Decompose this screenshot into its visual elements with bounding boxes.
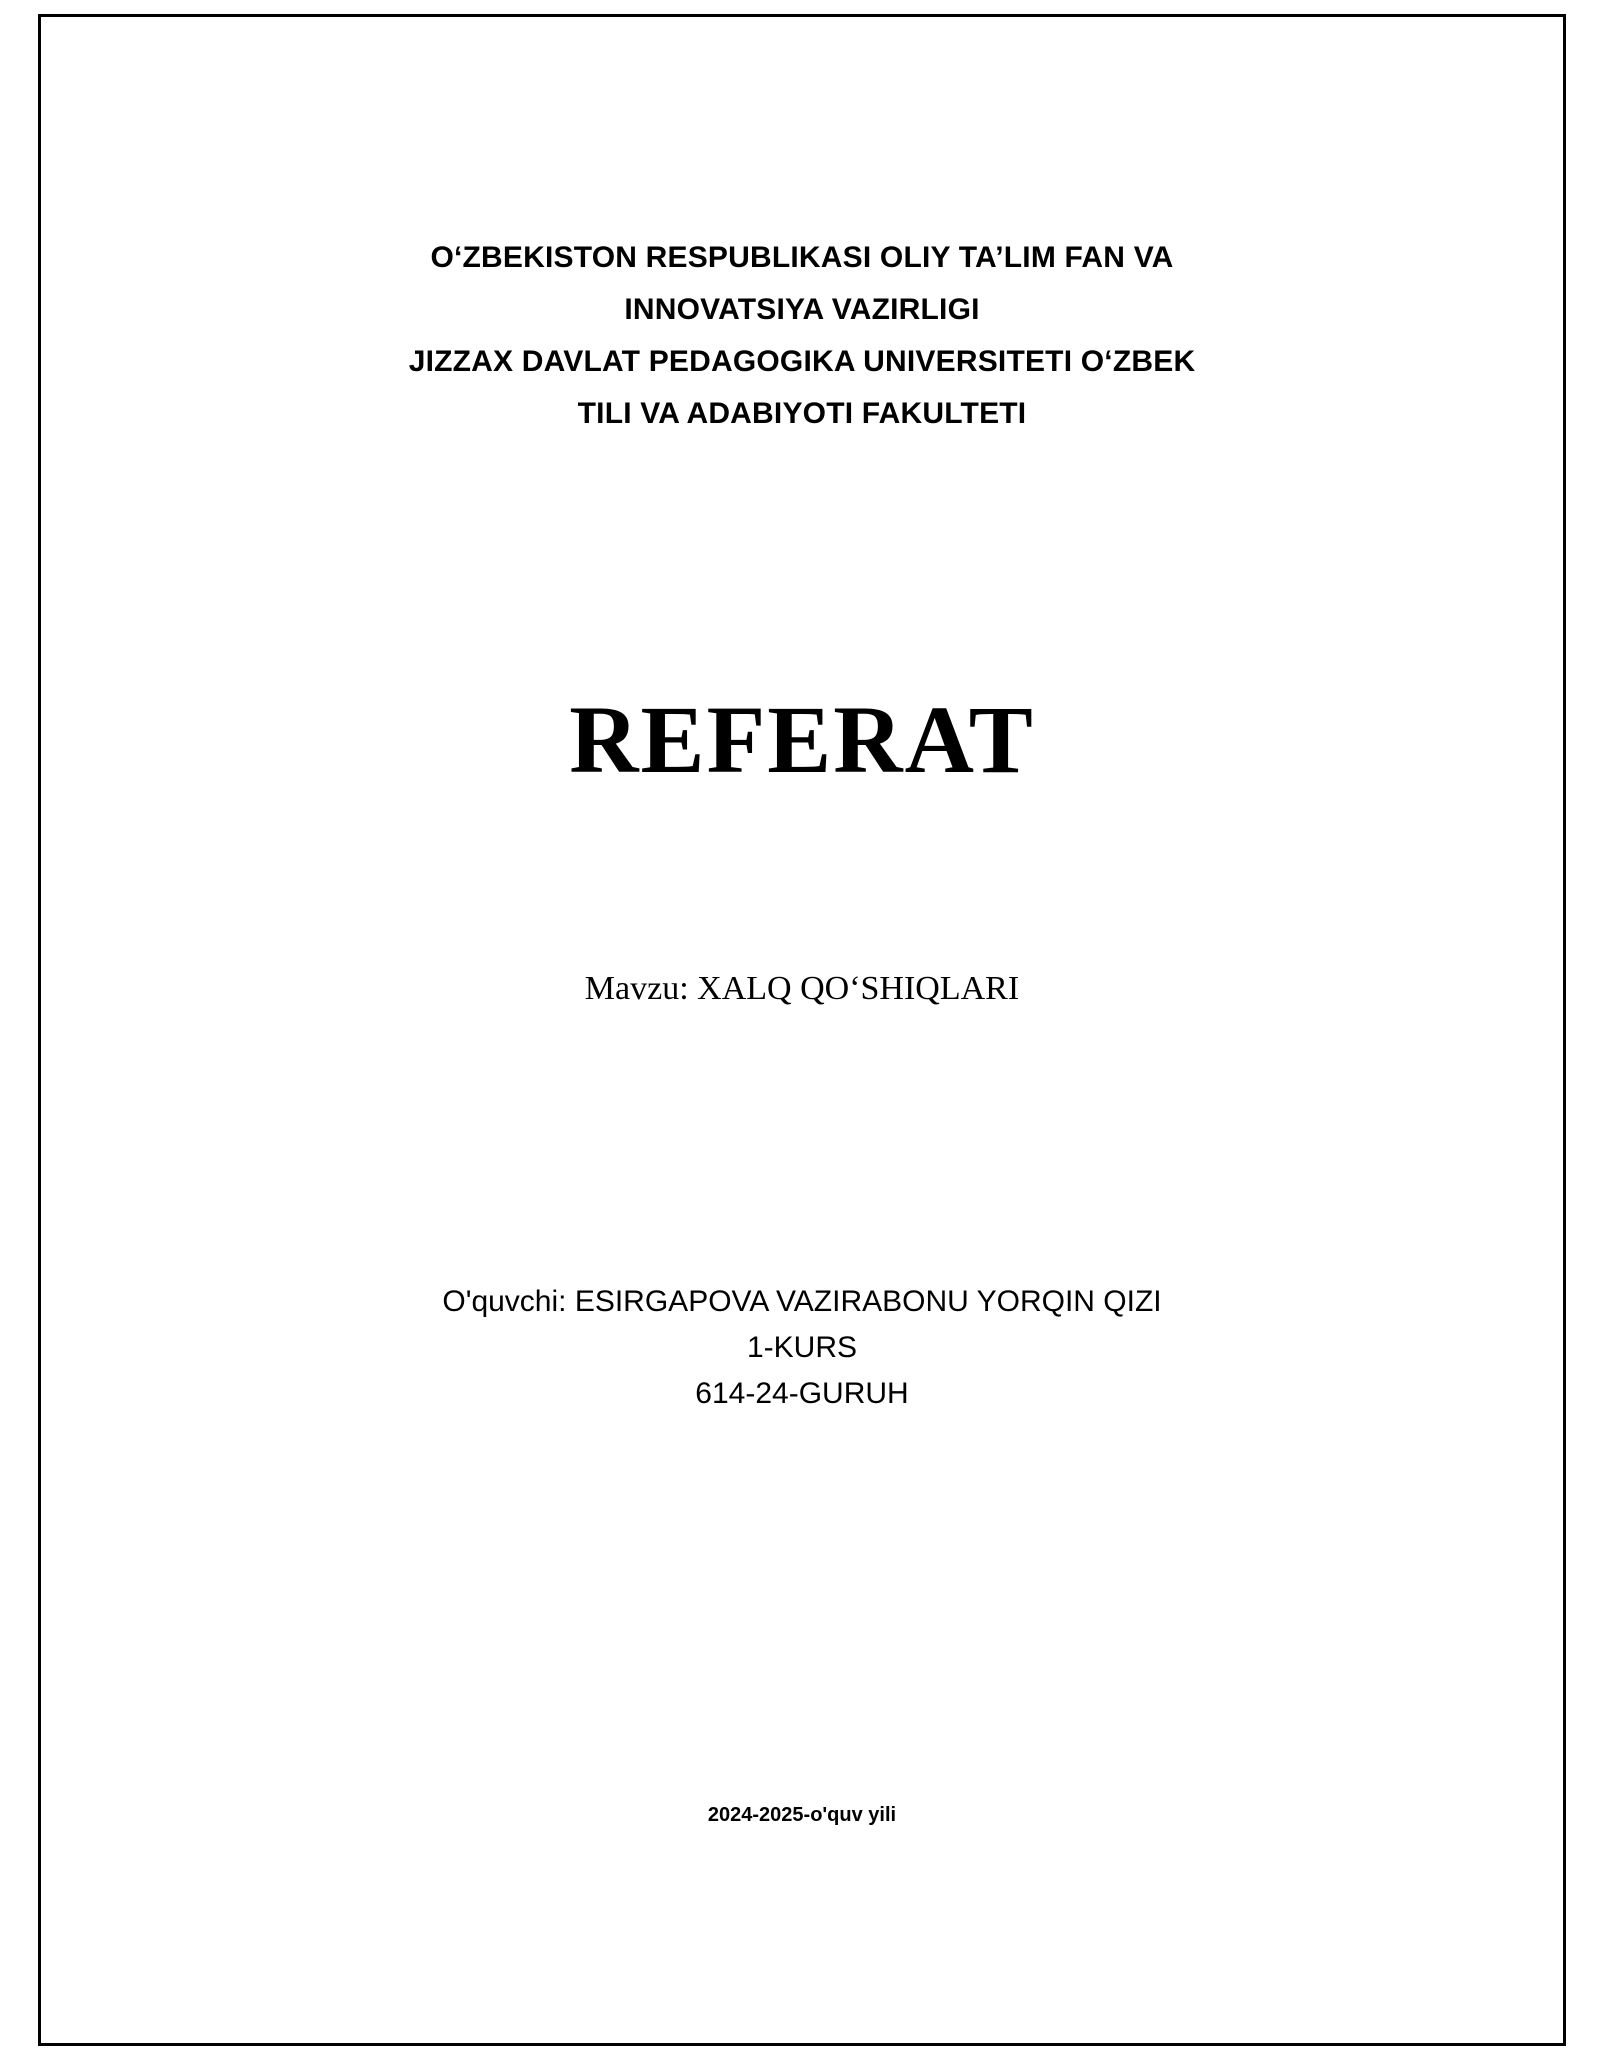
page-title: REFERAT	[569, 686, 1035, 793]
subject-block	[171, 967, 1433, 1011]
institution-header-line-2: INNOVATSIYA VAZIRLIGI	[624, 293, 980, 326]
institution-header-line-1: O‘ZBEKISTON RESPUBLIKASI OLIY TA’LIM FAN VA	[430, 241, 1174, 274]
institution-header	[171, 232, 1433, 440]
page-content	[41, 17, 1563, 2043]
author-block	[171, 1279, 1433, 1417]
academic-year-footer	[41, 1802, 1563, 1828]
author-group-line: 614-24-GURUH	[695, 1377, 909, 1410]
subject-line: Mavzu: XALQ QO‘SHIQLARI	[584, 970, 1020, 1007]
author-course-line: 1-KURS	[746, 1331, 858, 1364]
institution-header-line-3: JIZZAX DAVLAT PEDAGOGIKA UNIVERSITETI O‘ZBEK	[408, 345, 1196, 378]
academic-year-line: 2024-2025-o'quv yili	[707, 1804, 897, 1826]
institution-header-line-4: TILI VA ADABIYOTI FAKULTETI	[577, 397, 1027, 430]
author-name-line: O'quvchi: ESIRGAPOVA VAZIRABONU YORQIN QIZI	[442, 1285, 1162, 1318]
document-title-block	[171, 685, 1433, 795]
